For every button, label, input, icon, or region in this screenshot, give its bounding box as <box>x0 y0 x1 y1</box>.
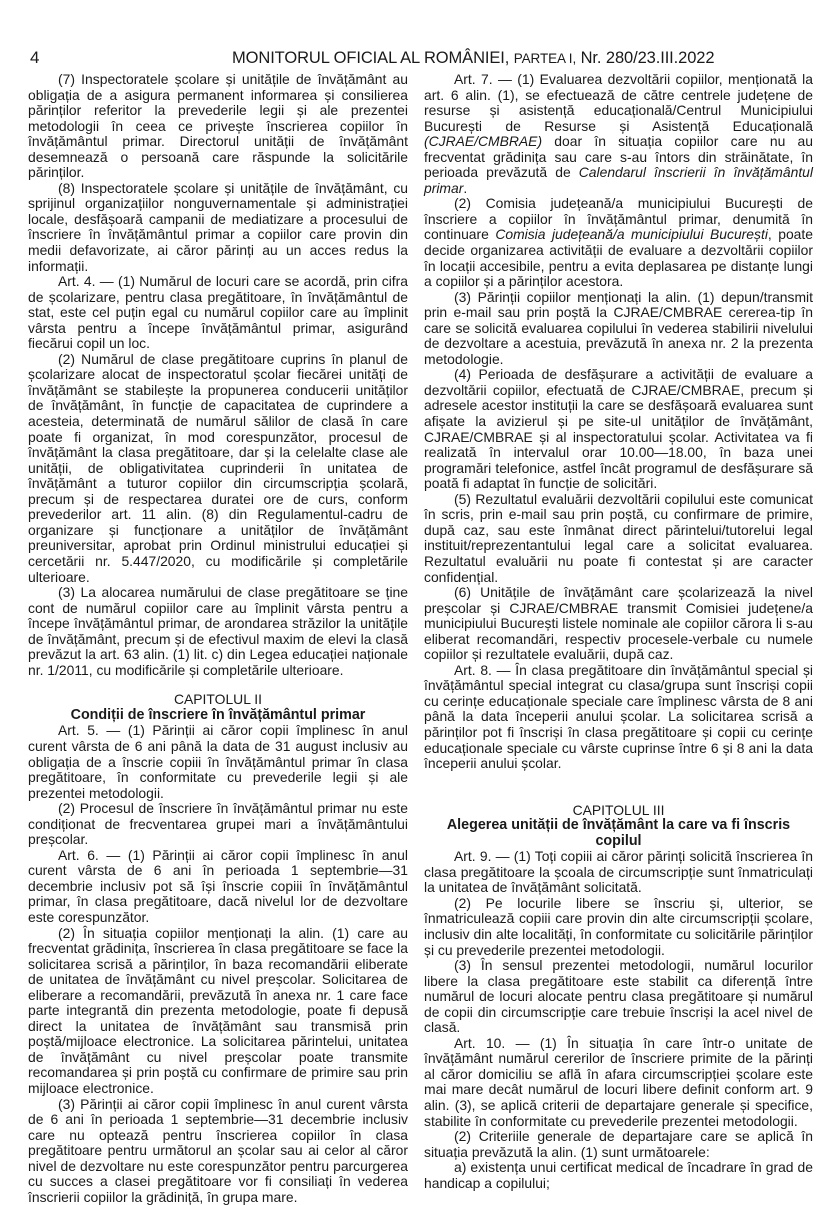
paragraph: Art. 5. — (1) Părinții ai căror copii împlinesc în anul curent vârsta de 6 ani până la data de 31 august inclusiv au obligația de a înscrie copiii în învățământul primar în clasa pregătitoare, în conformitate cu prevederile legii și ale prezentei metodologii. <box>28 722 408 801</box>
left-column <box>28 72 408 1205</box>
text: (2) Comisia județeană/a municipiului București de înscriere a copiilor în învățământul primar, denumită în continuare <box>424 195 813 243</box>
paragraph: (2) Criteriile generale de departajare care se aplică în situația prevăzută la alin. (1) sunt următoarele: <box>424 1128 813 1160</box>
paragraph: Art. 8. — În clasa pregătitoare din învățământul special și învățământul special integrat cu clasa/grupa sunt înscriși copii cu cerințe educaționale speciale care împlinesc vârsta de 8 ani până la data începerii anului școlar. La solicitarea scrisă a părinților pot fi înscriși în clasa pregătitoare și copii cu cerințe educaționale speciale cu vârste cuprinse între 6 și 8 ani la data începerii anului școlar. <box>424 661 813 772</box>
text: , poate decide organizarea activității de evaluare a dezvoltării copiilor în locații accesibile, pentru a evita deplasarea pe distanțe lungi a copiilor și a părinților acestora. <box>424 226 813 290</box>
chapter-title: Alegerea unității de învățământ la care va fi înscris copilul <box>446 817 791 849</box>
paragraph: (8) Inspectoratele școlare și unitățile de învățământ, cu sprijinul organizațiilor nonguvernamentale și administrației locale, desfășoară campanii de mediatizare a procesului de înscriere în învățământul primar a copiilor care provin din medii defavorizate, ai căror părinți au un acces redus la informații. <box>28 179 408 274</box>
right-column <box>424 72 813 1191</box>
chapter-title: Condiții de înscriere în învățământul primar <box>70 706 366 723</box>
page-header <box>232 49 714 68</box>
publication-title: MONITORUL OFICIAL AL ROMÂNIEI, <box>232 49 510 67</box>
italic-text: Comisia județeană/a municipiului București <box>495 226 768 243</box>
paragraph: (2) Procesul de înscriere în învățământul primar nu este condiționat de frecventarea grupei mari a învățământului preșcolar. <box>28 800 408 848</box>
paragraph: (5) Rezultatul evaluării dezvoltării copilului este comunicat în scris, prin e-mail sau prin poștă, cu confirmare de primire, după caz, sau este înmânat direct părintelui/tutorelui legal instituit/reprezentantului legal care a solicitat evaluarea. Rezultatul evaluării nu poate fi contestat și are caracter confidențial. <box>424 490 813 585</box>
paragraph: Art. 9. — (1) Toți copiii ai căror părinți solicită înscrierea în clasa pregătitoare la școala de circumscripție sunt înmatriculați la unitatea de învățământ solicitată. <box>424 848 813 896</box>
paragraph-art7-1 <box>424 72 813 196</box>
text: . <box>463 179 468 196</box>
italic-text: Calendarul înscrierii în învățământul primar <box>424 164 813 196</box>
paragraph: (2) În situația copiilor menționați la alin. (1) care au frecventat grădinița, înscrierea în clasa pregătitoare se face la solicitarea scrisă a părinților, în baza recomandării eliberate de unitatea de învățământ cu nivel preșcolar. Solicitarea de eliberare a recomandării, prevăzută în anexa nr. 1 care face parte integrantă din prezenta metodologie, poate fi depusă direct la unitatea de învățământ sau transmisă prin poștă/mijloace electronice. La solicitarea părintelui, unitatea de învățământ cu nivel preșcolar poate transmite recomandarea și prin poștă cu confirmare de primire sau prin mijloace electronice. <box>28 924 408 1096</box>
publication-part: PARTEA I, <box>513 51 577 66</box>
paragraph: Art. 10. — (1) În situația în care într-o unitate de învățământ numărul cererilor de înscriere primite de la părinți al căror domiciliu se află în afara circumscripției școlare este mai mare decât numărul de locuri libere definit conform art. 9 alin. (3), se aplică criterii de departajare generale și specifice, stabilite în conformitate cu prevederile prezentei metodologii. <box>424 1034 813 1129</box>
paragraph-art7-2 <box>424 196 813 289</box>
italic-text: (CJRAE/CMBRAE) <box>424 133 543 150</box>
paragraph: Art. 4. — (1) Numărul de locuri care se acordă, prin cifra de școlarizare, pentru clasa pregătitoare, în învățământul de stat, este cel puțin egal cu numărul copiilor care au împlinit vârsta pentru a începe învățământul primar, asigurând fiecărui copil un loc. <box>28 273 408 352</box>
text: Art. 7. — (1) Evaluarea dezvoltării copiilor, menționată la art. 6 alin. (1), se efectuează de către centrele județene de resurse și asistență educațională/Centrul Municipiului București de Resurse și Asistență Educațională <box>424 71 813 134</box>
paragraph: Art. 6. — (1) Părinții ai căror copii împlinesc în anul curent vârsta de 6 ani în perioada 1 septembrie—31 decembrie inclusiv pot să își înscrie copiii în învățământul primar, în clasa pregătitoare, dacă nivelul lor de dezvoltare este corespunzător. <box>28 846 408 925</box>
paragraph: (3) Părinții ai căror copii împlinesc în anul curent vârsta de 6 ani în perioada 1 septembrie—31 decembrie inclusiv care nu optează pentru înscrierea copiilor în clasa pregătitoare pentru următorul an școlar sau ai celor al căror nivel de dezvoltare nu este corespunzător pentru parcurgerea cu succes a clasei pregătitoare vor fi consiliați în vederea înscrierii copiilor la grădiniță, în grupa mare. <box>28 1095 408 1205</box>
chapter-label: CAPITOLUL III <box>572 801 665 818</box>
paragraph: (7) Inspectoratele școlare și unitățile de învățământ au obligația de a asigura permanent informarea și consilierea părinților referitor la prevederile legii și ale prezentei metodologii în ceea ce privește înscrierea copiilor în învățământul primar. Directorul unității de învățământ desemnează o persoană care răspunde la solicitările părinților. <box>28 71 408 181</box>
issue-number: Nr. 280/23.III.2022 <box>580 49 715 67</box>
paragraph: (3) În sensul prezentei metodologii, numărul locurilor libere la clasa pregătitoare este stabilit ca diferență între numărul de locuri alocate pentru clasa pregătitoare și numărul de copii din circumscripție care trebuie înscriși la acel nivel de clasă. <box>424 957 813 1036</box>
paragraph: (2) Pe locurile libere se înscriu și, ulterior, se înmatriculează copiii care provin din alte circumscripții școlare, inclusiv din alte localități, în conformitate cu solicitările părinților și cu prevederile prezentei metodologii. <box>424 894 813 958</box>
chapter-label: CAPITOLUL II <box>173 691 262 708</box>
paragraph: (6) Unitățile de învățământ care școlarizează la nivel preșcolar și CJRAE/CMBRAE transmit Comisiei județene/a municipiului București listele nominale ale copiilor cărora li s-au eliberat recomandări, respectiv procesele-verbale cu numele copiilor și rezultatele evaluării, după caz. <box>424 584 813 663</box>
paragraph: (4) Perioada de desfășurare a activității de evaluare a dezvoltării copiilor, efectuată de CJRAE/CMBRAE, precum și adresele acestor instituții la care se desfășoară evaluarea sunt afișate la avizierul și pe site-ul unităților de învățământ, CJRAE/CMBRAE și al inspectoratului școlar. Activitatea va fi realizată în intervalul orar 10.00—18.00, în baza unei programări telefonice, astfel încât programul de desfășurare să poată fi adaptat în funcție de solicitări. <box>424 366 813 492</box>
page-number: 4 <box>30 48 40 67</box>
paragraph: (3) Părinții copiilor menționați la alin. (1) depun/transmit prin e-mail sau prin poștă la CJRAE/CMBRAE cererea-tip în care se solicită evaluarea copilului în vederea stabilirii nivelului de dezvoltare a acestuia, prevăzută în anexa nr. 2 la prezenta metodologie. <box>424 288 813 367</box>
spacer <box>424 772 813 789</box>
text: doar în situația copiilor care nu au frecventat grădinița sau care s-au întors din străinătate, în perioada prevăzută de <box>424 133 813 181</box>
paragraph: (2) Numărul de clase pregătitoare cuprins în planul de școlarizare alocat de inspectoratul școlar fiecărei unități de învățământ se stabilește la propunerea conducerii unităților de învățământ, în funcție de capacitatea de cuprindere a acesteia, determinată de numărul sălilor de clasă în care poate fi organizat, în mod corespunzător, procesul de învățământ la clasa pregătitoare, dar și la celelalte clase ale unității, de obligativitatea cuprinderii în unitatea de învățământ a tuturor copiilor din circumscripția școlară, precum și de respectarea duratei ore de curs, conform prevederilor art. 11 alin. (8) din Regulamentul-cadru de organizare și funcționare a unităților de învățământ preuniversitar, aprobat prin Ordinul ministrului educației și cercetării nr. 5.447/2020, cu modificările și completările ulterioare. <box>28 350 408 585</box>
paragraph: a) existența unui certificat medical de încadrare în grad de handicap a copilului; <box>424 1159 813 1191</box>
paragraph: (3) La alocarea numărului de clase pregătitoare se ține cont de numărul copiilor care au împlinit vârsta pentru a începe învățământul primar, de arondarea străzilor la unitățile de învățământ, precum și de efectivul maxim de elevi la clasă prevăzut la art. 63 alin. (1) lit. c) din Legea educației naționale nr. 1/2011, cu modificările și completările ulterioare. <box>28 584 408 678</box>
